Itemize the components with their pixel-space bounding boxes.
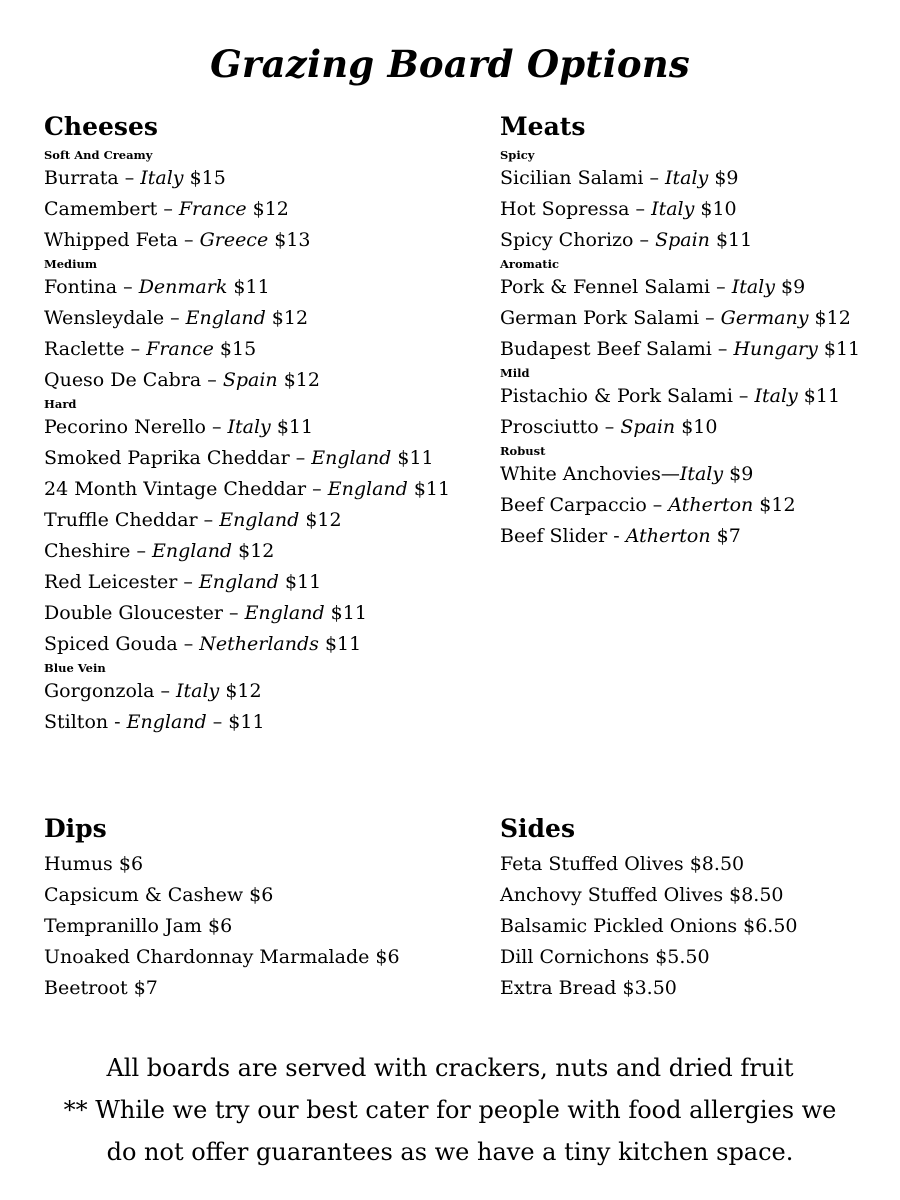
item-separator: –: [289, 447, 312, 469]
menu-item: [44, 598, 474, 629]
item-separator: –: [633, 229, 656, 251]
item-price: $11: [318, 633, 362, 655]
item-origin: Hungary: [733, 338, 818, 360]
category-subheading: Blue Vein: [44, 661, 106, 675]
menu-item: Balsamic Pickled Onions $6.50: [500, 915, 798, 937]
menu-item: Humus $6: [44, 853, 144, 875]
menu-item: Extra Bread $3.50: [500, 977, 677, 999]
menu-item: [44, 567, 474, 598]
item-name: Beef Carpaccio: [500, 494, 647, 516]
sides-heading: Sides: [500, 814, 576, 843]
menu-item: [44, 707, 474, 738]
item-name: Prosciutto: [500, 416, 599, 438]
item-price: $12: [808, 307, 851, 329]
category-subheading: Mild: [500, 366, 530, 380]
footer-line: do not offer guarantees as we have a tiny kitchen space.: [106, 1138, 794, 1166]
item-price: $12: [219, 680, 262, 702]
item-name: Beef Slider: [500, 525, 608, 547]
category-subheading: Hard: [44, 397, 77, 411]
menu-item: Anchovy Stuffed Olives $8.50: [500, 884, 784, 906]
item-separator: –: [177, 229, 200, 251]
item-separator: –: [598, 416, 621, 438]
item-separator: –: [732, 385, 755, 407]
menu-item: [44, 412, 474, 443]
item-name: Red Leicester: [44, 571, 178, 593]
menu-item: [44, 334, 474, 365]
item-origin: England: [126, 711, 207, 733]
item-separator: -: [607, 525, 626, 547]
item-price: $11: [817, 338, 861, 360]
item-name: Smoked Paprika Cheddar: [44, 447, 290, 469]
item-separator: —: [660, 463, 680, 485]
item-origin: England: [219, 509, 300, 531]
item-price: $11: [709, 229, 753, 251]
item-price: $12: [265, 307, 309, 329]
item-name: Truffle Cheddar: [44, 509, 198, 531]
menu-item: [500, 412, 890, 443]
item-separator: –: [177, 571, 199, 593]
item-price: $11: [324, 602, 367, 624]
menu-item: [500, 334, 890, 365]
footer-line: ** While we try our best cater for people with food allergies we: [63, 1096, 837, 1124]
menu-item: [44, 676, 474, 707]
item-name: German Pork Salami: [500, 307, 700, 329]
category-subheading: Medium: [44, 257, 97, 271]
item-price: $12: [753, 494, 796, 516]
menu-item: Unoaked Chardonnay Marmalade $6: [44, 946, 400, 968]
item-separator: –: [117, 276, 139, 298]
item-price: $11: [278, 571, 322, 593]
menu-item: [44, 225, 474, 256]
item-name: Fontina: [44, 276, 118, 298]
item-origin: Spain: [222, 369, 278, 391]
item-price: $12: [232, 540, 275, 562]
item-origin: Italy: [176, 680, 220, 702]
item-origin: England: [311, 447, 392, 469]
menu-item: [500, 163, 890, 194]
item-origin: France: [178, 198, 247, 220]
item-price: $9: [723, 463, 754, 485]
dips-section: [44, 810, 474, 1004]
category-subheading: Soft And Creamy: [44, 148, 153, 162]
menu-item: Feta Stuffed Olives $8.50: [500, 853, 745, 875]
item-separator: –: [629, 198, 652, 220]
menu-item: [500, 459, 890, 490]
menu-item: Dill Cornichons $5.50: [500, 946, 710, 968]
item-name: Hot Sopressa: [500, 198, 630, 220]
item-name: Cheshire: [44, 540, 131, 562]
item-name: Stilton: [44, 711, 109, 733]
item-separator: –: [164, 307, 186, 329]
item-price: $13: [268, 229, 311, 251]
item-origin: Italy: [731, 276, 775, 298]
item-price: $11: [797, 385, 841, 407]
item-separator: –: [643, 167, 666, 189]
item-price: $12: [299, 509, 342, 531]
item-name: Whipped Feta: [44, 229, 178, 251]
item-price: – $11: [206, 711, 265, 733]
item-origin: Netherlands: [199, 633, 319, 655]
menu-item: [44, 474, 474, 505]
category-subheading: Robust: [500, 444, 546, 458]
item-origin: Italy: [227, 416, 271, 438]
item-origin: France: [146, 338, 214, 360]
item-separator: -: [108, 711, 127, 733]
footer-note: [0, 1047, 900, 1173]
item-name: Camembert: [44, 198, 158, 220]
item-origin: England: [185, 307, 266, 329]
menu-item: [44, 629, 474, 660]
item-name: 24 Month Vintage Cheddar: [44, 478, 307, 500]
meats-heading: Meats: [500, 112, 586, 141]
item-separator: –: [306, 478, 328, 500]
menu-item: [44, 163, 474, 194]
item-separator: –: [157, 198, 179, 220]
item-separator: –: [699, 307, 721, 329]
item-name: Gorgonzola: [44, 680, 155, 702]
cheeses-heading: Cheeses: [44, 112, 158, 141]
menu-item: [44, 443, 474, 474]
item-separator: –: [124, 338, 147, 360]
item-name: Budapest Beef Salami: [500, 338, 712, 360]
category-subheading: Spicy: [500, 148, 535, 162]
menu-item: [500, 381, 890, 412]
menu-item: [44, 303, 474, 334]
item-separator: –: [711, 338, 734, 360]
menu-item: [44, 194, 474, 225]
item-origin: Italy: [140, 167, 184, 189]
item-name: Queso De Cabra: [44, 369, 202, 391]
item-price: $9: [774, 276, 806, 298]
category-subheading: Aromatic: [500, 257, 559, 271]
menu-item: [44, 272, 474, 303]
item-price: $15: [183, 167, 226, 189]
item-price: $11: [227, 276, 270, 298]
dips-heading: Dips: [44, 814, 107, 843]
item-origin: England: [327, 478, 408, 500]
item-separator: –: [205, 416, 228, 438]
item-separator: –: [222, 602, 245, 624]
menu-item: [500, 490, 890, 521]
item-name: White Anchovies: [500, 463, 661, 485]
item-separator: –: [118, 167, 141, 189]
item-price: $9: [708, 167, 739, 189]
item-origin: Italy: [665, 167, 709, 189]
meats-section: [500, 108, 890, 552]
menu-item: [500, 521, 890, 552]
item-origin: England: [198, 571, 279, 593]
item-separator: –: [197, 509, 220, 531]
item-price: $11: [407, 478, 451, 500]
cheeses-section: [44, 108, 474, 738]
item-price: $7: [710, 525, 741, 547]
item-price: $12: [277, 369, 320, 391]
item-origin: Italy: [754, 385, 798, 407]
item-name: Wensleydale: [44, 307, 165, 329]
item-separator: –: [130, 540, 153, 562]
item-origin: Italy: [679, 463, 724, 485]
item-separator: –: [177, 633, 200, 655]
sides-section: [500, 810, 890, 1004]
item-name: Raclette: [44, 338, 125, 360]
menu-item: Capsicum & Cashew $6: [44, 884, 274, 906]
item-name: Spiced Gouda: [44, 633, 178, 655]
menu-item: [44, 505, 474, 536]
item-price: $12: [246, 198, 289, 220]
menu-item: Beetroot $7: [44, 977, 158, 999]
item-price: $15: [213, 338, 257, 360]
item-name: Spicy Chorizo: [500, 229, 634, 251]
item-origin: England: [152, 540, 233, 562]
item-separator: –: [710, 276, 732, 298]
item-separator: –: [646, 494, 669, 516]
item-origin: Spain: [655, 229, 710, 251]
menu-item: [500, 272, 890, 303]
item-price: $10: [675, 416, 718, 438]
item-price: $10: [694, 198, 737, 220]
menu-item: [500, 225, 890, 256]
item-name: Sicilian Salami: [500, 167, 644, 189]
menu-item: [44, 536, 474, 567]
item-origin: Atherton: [668, 494, 754, 516]
item-name: Pistachio & Pork Salami: [500, 385, 733, 407]
item-name: Pork & Fennel Salami: [500, 276, 711, 298]
menu-item: Tempranillo Jam $6: [44, 915, 233, 937]
item-price: $11: [270, 416, 314, 438]
menu-item: [500, 194, 890, 225]
item-name: Burrata: [44, 167, 119, 189]
item-name: Pecorino Nerello: [44, 416, 206, 438]
item-price: $11: [391, 447, 434, 469]
footer-line: All boards are served with crackers, nuts and dried fruit: [106, 1054, 794, 1082]
menu-title: Grazing Board Options: [210, 42, 690, 86]
menu-item: [500, 303, 890, 334]
item-origin: England: [244, 602, 325, 624]
item-origin: Germany: [720, 307, 809, 329]
item-name: Double Gloucester: [44, 602, 223, 624]
item-origin: Italy: [651, 198, 695, 220]
item-origin: Denmark: [138, 276, 228, 298]
item-origin: Greece: [199, 229, 269, 251]
item-separator: –: [154, 680, 176, 702]
item-separator: –: [201, 369, 223, 391]
item-origin: Spain: [620, 416, 676, 438]
item-origin: Atherton: [625, 525, 711, 547]
menu-item: [44, 365, 474, 396]
